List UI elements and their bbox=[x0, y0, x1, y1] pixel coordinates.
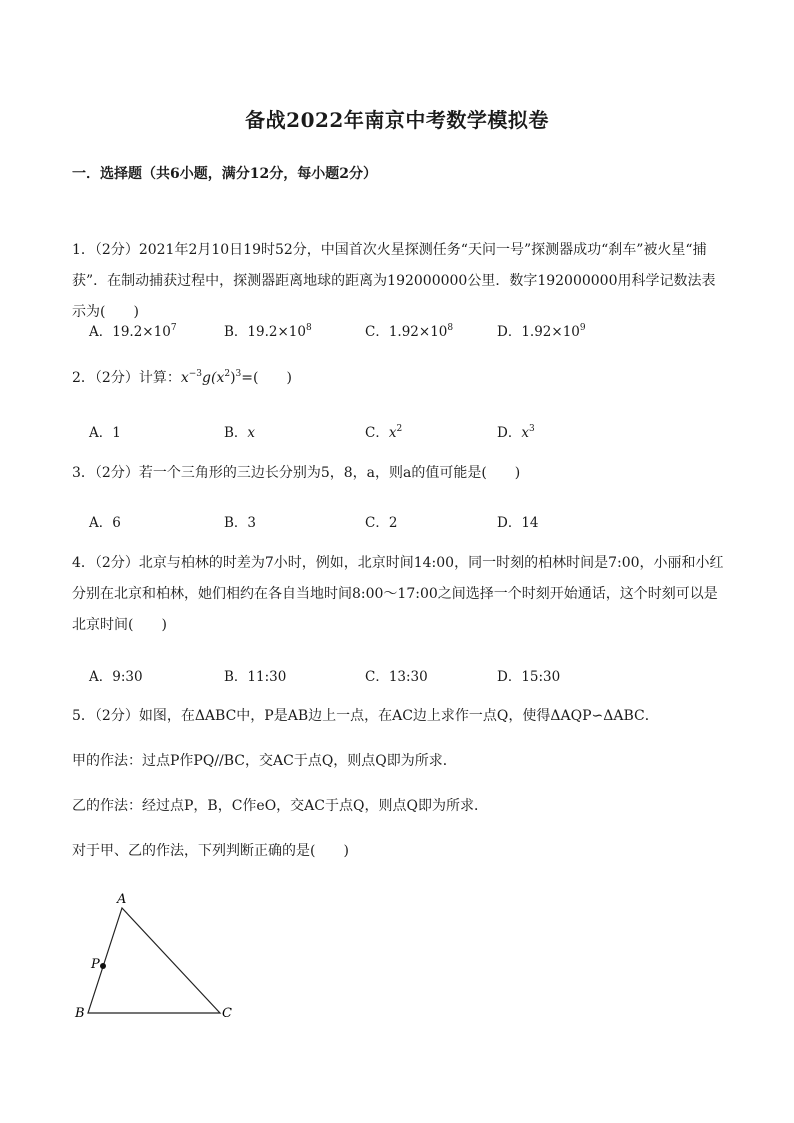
method-yi: 乙的作法：经过点P，B，C作eO，交AC于点Q，则点Q即为所求． bbox=[72, 798, 488, 814]
option-c[interactable]: C．13:30 bbox=[365, 669, 428, 685]
option-c[interactable]: C．2 bbox=[365, 515, 398, 531]
option-d[interactable]: D．14 bbox=[497, 515, 539, 531]
vertex-c-label: C bbox=[222, 1006, 232, 1021]
option-b[interactable]: B．11:30 bbox=[224, 669, 287, 685]
option-d[interactable]: D．15:30 bbox=[497, 669, 561, 685]
option-b[interactable]: B．3 bbox=[224, 515, 257, 531]
method-jia: 甲的作法：过点P作PQ//BC，交AC于点Q，则点Q即为所求． bbox=[72, 753, 457, 769]
question-3: 3．（2分）若一个三角形的三边长分别为5，8，a，则a的值可能是( ) bbox=[72, 465, 521, 481]
question-4: 4．（2分）北京与柏林的时差为7小时，例如，北京时间14:00，同一时刻的柏林时间是7:00，小丽和小红分别在北京和柏林，她们相约在各自当地时间8:00～17:00之间选择一个时刻开始通话，这个时刻可以是北京时间( ) bbox=[72, 555, 724, 633]
section-heading: 一．选择题（共6小题，满分12分，每小题2分） bbox=[72, 166, 377, 182]
page-title: 备战2022年南京中考数学模拟卷 bbox=[245, 108, 549, 132]
triangle-figure bbox=[70, 890, 250, 1030]
triangle-abc bbox=[88, 908, 220, 1013]
option-b[interactable]: B．x bbox=[224, 425, 256, 441]
option-a[interactable]: A．1 bbox=[89, 425, 121, 441]
option-a[interactable]: A．6 bbox=[89, 515, 121, 531]
question-2: 2．（2分）计算：$x^{-3}g(x^2)^3=$( ) bbox=[72, 369, 292, 386]
vertex-b-label: B bbox=[75, 1006, 85, 1021]
option-c[interactable]: C．$x^2$ bbox=[365, 424, 403, 441]
option-c[interactable]: C．$1.92\times 10^8$ bbox=[365, 323, 454, 340]
option-a[interactable]: A．9:30 bbox=[89, 669, 143, 685]
vertex-a-label: A bbox=[117, 892, 127, 907]
question-5-stem: 5．（2分）如图，在ΔABC中，P是AB边上一点，在AC边上求作一点Q，使得ΔAQP∽ΔABC． bbox=[72, 708, 659, 724]
option-b[interactable]: B．$19.2\times 10^8$ bbox=[224, 323, 312, 340]
option-d[interactable]: D．$1.92\times 10^9$ bbox=[497, 323, 586, 340]
option-a[interactable]: A．$19.2\times 10^7$ bbox=[89, 323, 177, 340]
question-5-prompt: 对于甲、乙的作法，下列判断正确的是( ) bbox=[72, 843, 349, 859]
point-p bbox=[100, 963, 106, 969]
option-d[interactable]: D．$x^3$ bbox=[497, 424, 535, 441]
point-p-label: P bbox=[91, 957, 100, 972]
question-1: 1．（2分）2021年2月10日19时52分，中国首次火星探测任务“天问一号”探测器成功“刹车”被火星“捕获”．在制动捕获过程中，探测器距离地球的距离为192000000公里．数字192000000用科学记数法表示为( ) bbox=[72, 242, 716, 320]
